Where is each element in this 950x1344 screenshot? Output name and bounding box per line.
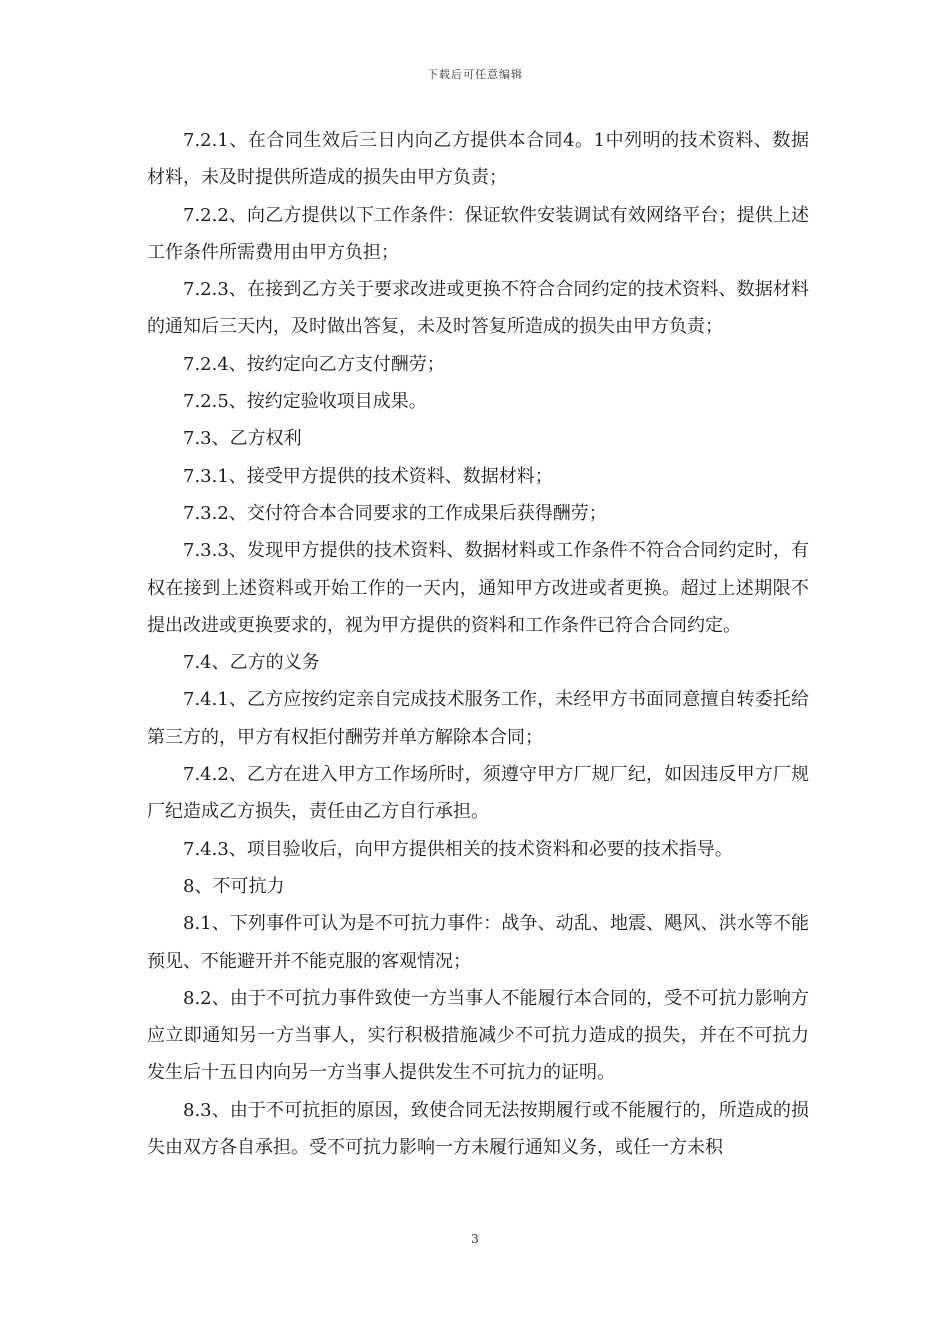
paragraph-8-2: 8.2、由于不可抗力事件致使一方当事人不能履行本合同的，受不可抗力影响方应立即通知另一方当事人，实行积极措施减少不可抗力造成的损失，并在不可抗力发生后十五日内向另一方当事人提供发生不可抗力的证明。 — [147, 987, 809, 1084]
document-body — [147, 122, 809, 1166]
section-heading-8: 8、不可抗力 — [183, 875, 285, 897]
paragraph-7-2-4: 7.2.4、按约定向乙方支付酬劳； — [183, 353, 445, 375]
paragraph-7-3-2: 7.3.2、交付符合本合同要求的工作成果后获得酬劳； — [183, 502, 607, 524]
paragraph-7-2-2: 7.2.2、向乙方提供以下工作条件：保证软件安装调试有效网络平台；提供上述工作条件所需费用由甲方负担； — [147, 204, 809, 263]
paragraph-7-4-3: 7.4.3、项目验收后，向甲方提供相关的技术资料和必要的技术指导。 — [183, 838, 733, 860]
section-heading-7-3: 7.3、乙方权利 — [183, 428, 302, 450]
paragraph-7-3-3: 7.3.3、发现甲方提供的技术资料、数据材料或工作条件不符合合同约定时，有权在接到上述资料或开始工作的一天内，通知甲方改进或者更换。超过上述期限不提出改进或更换要求的，视为甲方提供的资料和工作条件已符合合同约定。 — [147, 540, 809, 636]
paragraph-7-2-3: 7.2.3、在接到乙方关于要求改进或更换不符合合同约定的技术资料、数据材料的通知后三天内，及时做出答复，未及时答复所造成的损失由甲方负责； — [147, 279, 809, 338]
paragraph-8-1: 8.1、下列事件可认为是不可抗力事件：战争、动乱、地震、飓风、洪水等不能预见、不能避开并不能克服的客观情况； — [147, 913, 809, 972]
paragraph-8-3: 8.3、由于不可抗拒的原因，致使合同无法按期履行或不能履行的，所造成的损失由双方各自承担。受不可抗力影响一方未履行通知义务，或任一方未积 — [147, 1099, 809, 1159]
paragraph-7-2-5: 7.2.5、按约定验收项目成果。 — [183, 391, 427, 413]
paragraph-7-4-2: 7.4.2、乙方在进入甲方工作场所时，须遵守甲方厂规厂纪，如因违反甲方厂规厂纪造成乙方损失，责任由乙方自行承担。 — [147, 764, 809, 823]
paragraph-7-3-1: 7.3.1、接受甲方提供的技术资料、数据材料； — [183, 465, 553, 487]
page-number: 3 — [471, 1232, 479, 1246]
section-heading-7-4: 7.4、乙方的义务 — [183, 652, 320, 674]
paragraph-7-2-1: 7.2.1、在合同生效后三日内向乙方提供本合同4。1中列明的技术资料、数据材料，未及时提供所造成的损失由甲方负责； — [147, 130, 809, 189]
paragraph-7-4-1: 7.4.1、乙方应按约定亲自完成技术服务工作，未经甲方书面同意擅自转委托给第三方的，甲方有权拒付酬劳并单方解除本合同； — [147, 689, 809, 748]
page-header: 下载后可任意编辑 — [427, 68, 523, 81]
